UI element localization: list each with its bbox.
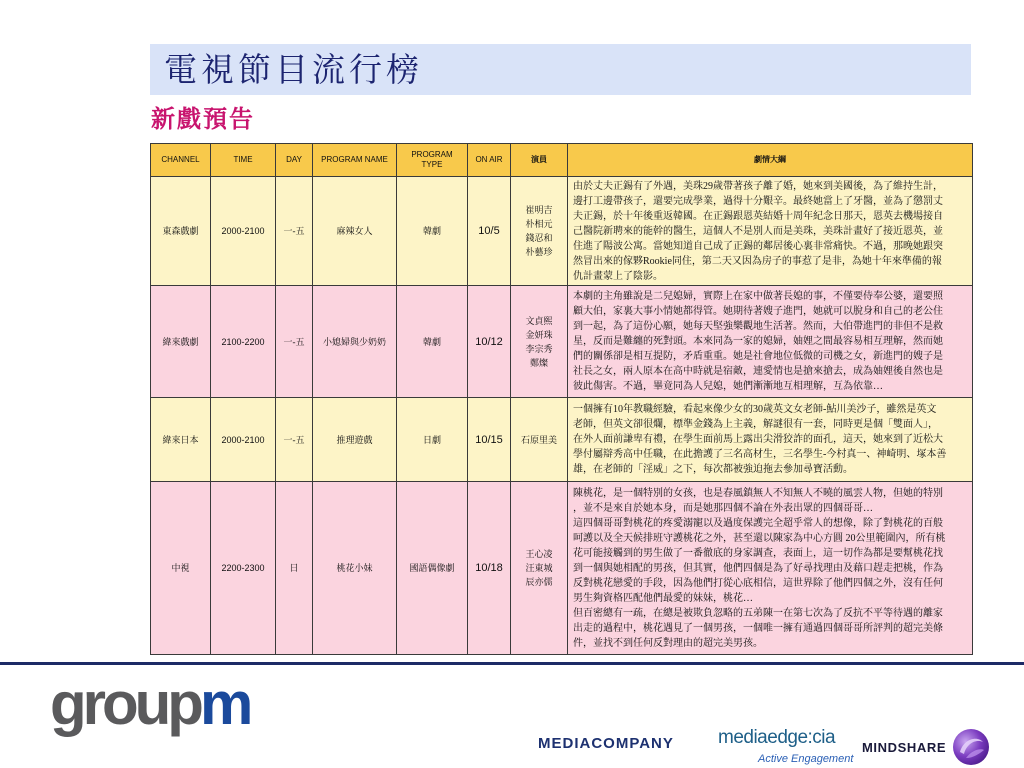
- actor-name: 錢忍和: [525, 233, 553, 243]
- actor-name: 石原里美: [520, 434, 557, 445]
- synopsis-line: 彼此傷害。不過，畢竟同為人兒媳，她們漸漸地互相理解，互為依靠…: [573, 381, 883, 392]
- table-row: [151, 177, 973, 286]
- synopsis-line: 到一起，為了這份心願，她每天堅強樂觀地生活著。然而，大伯帶進門的非但不是救: [573, 321, 943, 332]
- actor-name: 鄭燦: [529, 357, 548, 368]
- synopsis-line: 仇計畫蒙上了陰影。: [573, 270, 663, 282]
- synopsis-line: 一個擁有10年教職經驗，看起來像少女的30歲英文女老師-鮎川美沙子，雖然是英文: [573, 404, 937, 415]
- day-cell: 一-五: [276, 398, 313, 482]
- synopsis-line: 男生夠資格匹配他們最愛的妹妹，桃花…: [573, 592, 753, 604]
- on-air-cell: 10/12: [468, 286, 511, 398]
- table-header-row: [151, 144, 973, 177]
- synopsis-line: 呵護以及全天候排班守護桃花之外，甚至還以陳家為中心方圓 20公里範圍內，所有桃: [573, 532, 946, 544]
- program-name-cell: 小媳婦與少奶奶: [313, 286, 397, 398]
- title-banner: [150, 44, 971, 95]
- on-air-cell: 10/15: [468, 398, 511, 482]
- header-program-type-label: PROGRAM TYPE: [411, 150, 453, 169]
- synopsis-line: 夫正錫，於十年後重返韓國。在正錫跟恩英結婚十周年紀念日那天，恩英去機場接自: [573, 210, 943, 222]
- synopsis-line: 但百密總有一疏，在總是被欺負忽略的五弟陳一在第七次為了反抗不平等待遇的離家: [573, 607, 943, 619]
- mindshare-logo-text: MINDSHARE: [862, 740, 947, 755]
- actor-name: 王心凌: [525, 549, 553, 559]
- synopsis-line: 住進了陽波公寓。當她知道自己成了正錫的鄰居後心裏非常痛快。不過，那晚她跟突: [573, 240, 943, 252]
- program-name-cell: 麻辣女人: [313, 177, 397, 286]
- channel-cell: 東森戲劇: [151, 177, 211, 286]
- synopsis-line: 顧大伯，家裏大事小情她都得管。她期待著嫂子進門，她就可以脫身和自己的老公住: [573, 306, 943, 317]
- mindshare-logo-icon: [952, 728, 990, 766]
- header-program-name: PROGRAM NAME: [313, 144, 397, 177]
- actor-name: 汪東城: [525, 563, 553, 573]
- on-air-cell: 10/18: [468, 482, 511, 655]
- synopsis-cell: [568, 482, 973, 655]
- groupm-logo: [50, 670, 250, 737]
- actor-name: 文貞熙: [525, 315, 553, 326]
- header-on-air: ON AIR: [468, 144, 511, 177]
- synopsis-line: 陳桃花，是一個特別的女孩，也是春風鎮無人不知無人不曉的風雲人物，但她的特別: [573, 487, 943, 499]
- actors-cell: [511, 177, 568, 286]
- header-program-type: [397, 144, 468, 177]
- day-cell: 一-五: [276, 177, 313, 286]
- actor-name: 李宗秀: [525, 343, 553, 354]
- synopsis-line: 己醫院新聘來的能幹的醫生，這個人不是別人而是美珠，美珠計畫好了接近恩英，並: [573, 225, 943, 237]
- table-row: [151, 398, 973, 482]
- synopsis-line: 這四個哥哥對桃花的疼愛溺寵以及過度保護完全超乎常人的想像，除了對桃花的百般: [573, 517, 943, 529]
- synopsis-cell: [568, 177, 973, 286]
- synopsis-cell: [568, 286, 973, 398]
- synopsis-line: 邊打工邊帶孩子，還要完成學業，過得十分艱辛。最終她當上了牙醫，並為了懲罰丈: [573, 195, 943, 207]
- groupm-logo-text-group: group: [50, 670, 200, 737]
- actors-cell: [511, 286, 568, 398]
- synopsis-cell: [568, 398, 973, 482]
- header-synopsis: 劇情大綱: [568, 144, 973, 177]
- on-air-cell: 10/5: [468, 177, 511, 286]
- synopsis-line: 學付屬辯秀高中任職，在此擔護了三名高材生，三名學生-今村真一、神崎明、塚本善: [573, 449, 947, 460]
- synopsis-line: 件，並找不到任何反對理由的超完美男孩。: [573, 637, 763, 649]
- synopsis-line: 們的關係卻是相互提防，矛盾重重。她是社會地位低微的司機之女，新進門的嫂子是: [573, 351, 943, 362]
- mediaedge-tagline: Active Engagement: [758, 753, 854, 765]
- header-time: TIME: [211, 144, 276, 177]
- table-row: [151, 286, 973, 398]
- program-type-cell: 國語偶像劇: [397, 482, 468, 655]
- table-row: [151, 482, 973, 655]
- time-cell: 2100-2200: [211, 286, 276, 398]
- channel-cell: 中視: [151, 482, 211, 655]
- synopsis-line: 雄，在老師的「淫威」之下，每次都被強迫拖去參加尋寶活動。: [573, 464, 853, 475]
- day-cell: 日: [276, 482, 313, 655]
- mediacompany-logo: MEDIACOMPANY: [538, 735, 674, 752]
- time-cell: 2000-2100: [211, 177, 276, 286]
- actors-cell: [511, 398, 568, 482]
- channel-cell: 緯來日本: [151, 398, 211, 482]
- synopsis-line: 到一個與她相配的男孩，但其實，他們四個是為了好尋找理由及藉口趕走把桃，作為: [573, 562, 943, 574]
- slide-subtitle: 新戲預告: [151, 107, 255, 133]
- synopsis-line: 星，反而是難纏的死對頭。本來同為一家的媳婦，妯娌之間最容易相互理解，然而她: [573, 336, 943, 347]
- actor-name: 朴藝珍: [525, 247, 553, 257]
- day-cell: 一-五: [276, 286, 313, 398]
- synopsis-line: 花可能接觸到的男生做了一番徹底的身家調查，表面上，這一切作為都是要幫桃花找: [573, 547, 943, 559]
- synopsis-line: 老師，但英文卻很爛，標準金錢為上主義，解謎很有一套，同時更是個「雙面人」，: [573, 419, 938, 430]
- actor-name: 朴相元: [525, 219, 553, 229]
- program-name-cell: 推理遊戲: [313, 398, 397, 482]
- actor-name: 辰亦儒: [525, 577, 553, 587]
- actors-cell: [511, 482, 568, 655]
- time-cell: 2200-2300: [211, 482, 276, 655]
- program-table: [150, 143, 973, 655]
- channel-cell: 緯來戲劇: [151, 286, 211, 398]
- program-type-cell: 韓劇: [397, 177, 468, 286]
- time-cell: 2000-2100: [211, 398, 276, 482]
- synopsis-line: 由於丈夫正錫有了外遇，美珠29歲帶著孩子離了婚，她來到美國後，為了維持生計，: [573, 180, 943, 192]
- program-name-cell: 桃花小妹: [313, 482, 397, 655]
- synopsis-line: 在外人面前謙卑有禮，在學生面前馬上露出尖滑狡詐的面孔，這天，她來到了近松大: [573, 434, 943, 445]
- slide-title: 電視節目流行榜: [164, 53, 423, 89]
- mediaedge-logo: mediaedge:cia: [718, 727, 836, 748]
- synopsis-line: 然冒出來的傢夥Rookie同住，第二天又因為房子的事惹了是非，為她十年來準備的報: [573, 255, 942, 267]
- synopsis-line: ，並不是來自於她本身，而是她那四個不論在外表出眾的四個哥哥…: [573, 502, 873, 514]
- groupm-logo-text-m: m: [199, 670, 250, 737]
- synopsis-line: 反對桃花戀愛的手段，因為他們打從心底相信，這世界除了他們四個之外，沒有任何: [573, 577, 943, 589]
- header-day: DAY: [276, 144, 313, 177]
- header-actors: 演員: [511, 144, 568, 177]
- actor-name: 崔明吉: [525, 205, 553, 215]
- program-type-cell: 日劇: [397, 398, 468, 482]
- program-type-cell: 韓劇: [397, 286, 468, 398]
- synopsis-line: 出走的過程中，桃花遇見了一個男孩，一個唯一擁有通過四個哥哥所評判的超完美條: [573, 622, 943, 634]
- synopsis-line: 本劇的主角雖說是二兒媳婦，實際上在家中做著長媳的事，不僅要侍奉公婆，還要照: [573, 291, 943, 302]
- synopsis-line: 社長之女，兩人原本在高中時就是宿敵，連愛情也是搶來搶去，成為妯娌後自然也是: [573, 366, 943, 377]
- footer-divider: [0, 662, 1024, 665]
- header-channel: CHANNEL: [151, 144, 211, 177]
- actor-name: 金妍珠: [525, 329, 553, 340]
